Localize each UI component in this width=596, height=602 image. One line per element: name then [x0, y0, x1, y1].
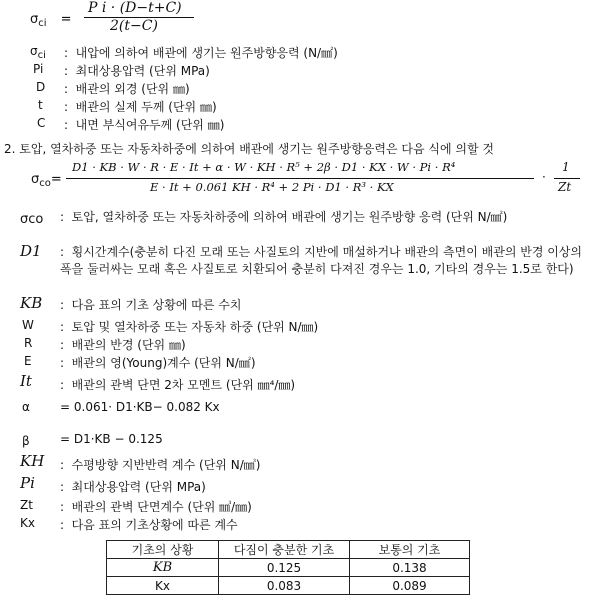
table-cell: 0.083: [219, 577, 350, 595]
def1-desc: : 배관의 실제 두께 (단위 ㎜): [64, 100, 217, 114]
table-cell: KB: [107, 559, 219, 577]
eq2-numerator: D1 · KB · W · R · E · It + α · W · KH · R⁵ + 2β · D1 · KX · W · Pi · R⁴: [72, 160, 456, 174]
def2-sym: β: [22, 434, 30, 448]
foundation-table: [106, 540, 470, 595]
table-row: [107, 577, 470, 595]
def2-desc: : 횡시간계수(충분히 다진 모래 또는 사질토의 지반에 매설하거나 배관의 측면이 배관의 반경 이상의 폭을 둘러싸는 모래 혹은 사질토로 치환되어 충분히 다져진 경우는 1.0, 기타의 경우는 1.5로 한다): [60, 245, 582, 276]
def1-row: t: [38, 98, 43, 112]
def2-desc: : 최대상용압력 (단위 MPa): [60, 480, 206, 494]
eq2-denominator: E · It + 0.061 KH · R⁴ + 2 Pi · D1 · R³ · KX: [150, 180, 394, 194]
eq2-tail-denominator: Zt: [558, 180, 572, 194]
def2-sym: σco: [20, 212, 44, 227]
def2-sym: Kx: [20, 516, 35, 530]
item2-text: 2. 토압, 열차하중 또는 자동차하중에 의하여 배관에 생기는 원주방향응력은 다음 식에 의할 것: [4, 142, 494, 156]
table-header-cell: 기초의 상황: [107, 541, 219, 559]
table-cell: 0.125: [219, 559, 350, 577]
def1-desc: : 배관의 외경 (단위 ㎜): [64, 82, 190, 96]
def2-sym: KH: [20, 452, 45, 470]
eq2-tail-numerator: 1: [562, 160, 570, 174]
def2-desc: : 다음 표의 기초 상황에 따른 수치: [60, 298, 242, 312]
table-header-row: [107, 541, 470, 559]
eq1-numerator: P i · (D−t+C): [88, 0, 182, 16]
eq1-lhs: $\sigma_{ci}$ =: [30, 12, 72, 29]
def2-sym: W: [22, 318, 34, 332]
def2-desc: : 수평방향 지반반력 계수 (단위 N/㎣): [60, 458, 261, 472]
def1-desc: : 내압에 의하여 배관에 생기는 원주방향응력 (N/㎟): [64, 46, 338, 60]
table-cell: Kx: [107, 577, 219, 595]
def2-sym: It: [20, 372, 32, 390]
def2-desc: = 0.061· D1·KB− 0.082 Kx: [60, 400, 220, 414]
eq2-lhs: $\sigma_{co}=$: [31, 172, 62, 189]
def1-desc: : 내면 부식여유두께 (단위 ㎜): [64, 118, 225, 132]
table-header-cell: 다짐이 충분한 기초: [219, 541, 350, 559]
def1-row: C: [37, 116, 46, 130]
eq2-fraction-bar: [66, 178, 534, 179]
def2-desc: : 토압, 열차하중 또는 자동차하중에 의하여 배관에 생기는 원주방향 응력 (단위 N/㎟): [60, 210, 508, 224]
eq2-dot: ·: [542, 170, 546, 184]
def2-sym: E: [24, 354, 32, 368]
def1-desc: : 최대상용압력 (단위 MPa): [64, 64, 210, 78]
eq2-tail-bar: [554, 178, 580, 179]
def1-row: D: [36, 80, 46, 94]
def2-sym: α: [22, 400, 30, 414]
def2-desc: : 배관의 반경 (단위 ㎜): [60, 338, 186, 352]
def2-desc: : 배관의 관벽 단면계수 (단위 ㎣/㎜): [60, 500, 252, 514]
def2-sym: Pi: [20, 474, 35, 492]
def1-row: Pi: [33, 62, 44, 76]
def2-desc: : 배관의 관벽 단면 2차 모멘트 (단위 ㎜⁴/㎜): [60, 378, 296, 392]
def2-desc: : 토압 및 열차하중 또는 자동차 하중 (단위 N/㎜): [60, 320, 319, 334]
table-cell: 0.089: [350, 577, 470, 595]
def2-sym: R: [24, 336, 33, 350]
table-row: [107, 559, 470, 577]
def1-row: $\sigma_{ci}$: [30, 44, 46, 61]
table-header-cell: 보통의 기초: [350, 541, 470, 559]
def2-sym: KB: [20, 294, 43, 312]
eq1-denominator: 2(t−C): [110, 18, 158, 34]
def2-sym: Zt: [20, 498, 33, 512]
def2-desc: : 배관의 영(Young)계수 (단위 N/㎟): [60, 356, 256, 370]
def2-desc: : 다음 표의 기초상황에 따른 계수: [60, 518, 238, 532]
def2-desc: = D1·KB − 0.125: [60, 432, 163, 446]
table-cell: 0.138: [350, 559, 470, 577]
def2-sym: D1: [20, 242, 42, 260]
